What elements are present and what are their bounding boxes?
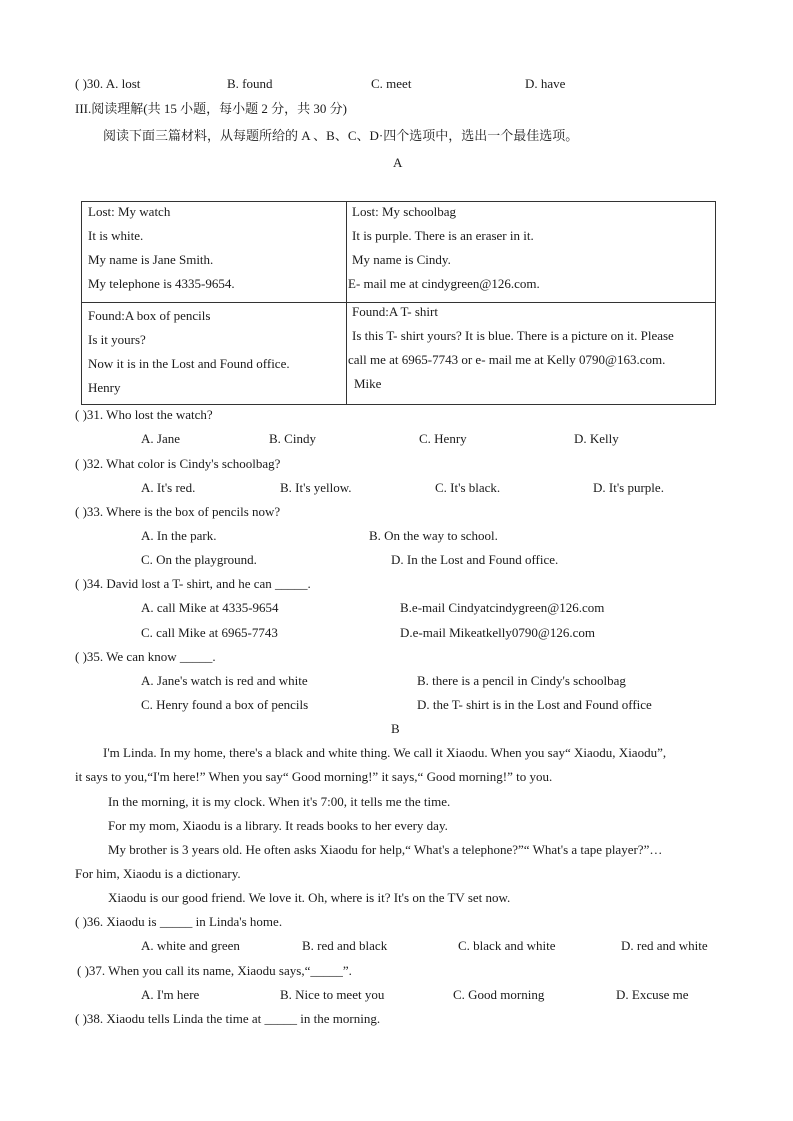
q33-stem: ( )33. Where is the box of pencils now? xyxy=(75,504,281,519)
q31-option-c: C. Henry xyxy=(419,431,467,446)
cell2-line1: Lost: My schoolbag xyxy=(352,204,456,219)
cell4-line1: Found:A T- shirt xyxy=(352,304,438,319)
cell3-line4: Henry xyxy=(88,380,121,395)
q35-option-d: D. the T- shirt is in the Lost and Found office xyxy=(417,697,652,712)
section-title: III.阅读理解(共 15 小题，每小题 2 分，共 30 分) xyxy=(75,101,347,116)
cell4-line2: Is this T- shirt yours? It is blue. There is a picture on it. Please xyxy=(352,328,674,343)
q34-option-a: A. call Mike at 4335-9654 xyxy=(141,600,279,615)
q36-option-c: C. black and white xyxy=(458,938,556,953)
q37-option-a: A. I'm here xyxy=(141,987,200,1002)
q33-option-d: D. In the Lost and Found office. xyxy=(391,552,559,567)
cell1-line1: Lost: My watch xyxy=(88,204,171,219)
q34-option-b: B.e-mail Cindyatcindygreen@126.com xyxy=(400,600,605,615)
cell4-line4: Mike xyxy=(354,376,382,391)
q33-option-a: A. In the park. xyxy=(141,528,217,543)
q36-option-d: D. red and white xyxy=(621,938,708,953)
lost-found-table xyxy=(81,201,716,405)
table-divider-horizontal xyxy=(82,302,715,303)
q30-option-b: B. found xyxy=(227,76,273,91)
q36-option-a: A. white and green xyxy=(141,938,240,953)
q37-option-c: C. Good morning xyxy=(453,987,545,1002)
q31-stem: ( )31. Who lost the watch? xyxy=(75,407,213,422)
q32-option-d: D. It's purple. xyxy=(593,480,664,495)
passage-b-p5: Xiaodu is our good friend. We love it. Oh, where is it? It's on the TV set now. xyxy=(108,890,511,905)
cell1-line3: My name is Jane Smith. xyxy=(88,252,214,267)
q30-stem: ( )30. A. lost xyxy=(75,76,141,91)
cell3-line2: Is it yours? xyxy=(88,332,146,347)
q37-option-d: D. Excuse me xyxy=(616,987,689,1002)
passage-b-p1a: I'm Linda. In my home, there's a black and white thing. We call it Xiaodu. When you say“ Xiaodu, Xiaodu”, xyxy=(103,745,667,760)
passage-b-p1b: it says to you,“I'm here!” When you say“ Good morning!” it says,“ Good morning!” to you. xyxy=(75,769,553,784)
q35-stem: ( )35. We can know _____. xyxy=(75,649,216,664)
q33-option-c: C. On the playground. xyxy=(141,552,257,567)
q36-stem: ( )36. Xiaodu is _____ in Linda's home. xyxy=(75,914,283,929)
passage-b-p3: For my mom, Xiaodu is a library. It reads books to her every day. xyxy=(108,818,448,833)
cell2-line4: E- mail me at cindygreen@126.com. xyxy=(348,276,540,291)
passage-b-p4b: For him, Xiaodu is a dictionary. xyxy=(75,866,241,881)
cell3-line3: Now it is in the Lost and Found office. xyxy=(88,356,290,371)
q34-option-c: C. call Mike at 6965-7743 xyxy=(141,625,278,640)
q35-option-c: C. Henry found a box of pencils xyxy=(141,697,309,712)
q37-stem: ( )37. When you call its name, Xiaodu says,“_____”. xyxy=(77,963,352,978)
q30-option-d: D. have xyxy=(525,76,566,91)
q32-option-b: B. It's yellow. xyxy=(280,480,352,495)
table-divider-vertical xyxy=(346,202,347,404)
q32-option-c: C. It's black. xyxy=(435,480,501,495)
cell2-line3: My name is Cindy. xyxy=(352,252,451,267)
q31-option-b: B. Cindy xyxy=(269,431,316,446)
q35-option-b: B. there is a pencil in Cindy's schoolbag xyxy=(417,673,626,688)
q36-option-b: B. red and black xyxy=(302,938,388,953)
q38-stem: ( )38. Xiaodu tells Linda the time at _____ in the morning. xyxy=(75,1011,381,1026)
cell1-line2: It is white. xyxy=(88,228,144,243)
q31-option-d: D. Kelly xyxy=(574,431,619,446)
q34-stem: ( )34. David lost a T- shirt, and he can _____. xyxy=(75,576,311,591)
cell2-line2: It is purple. There is an eraser in it. xyxy=(352,228,534,243)
q35-option-a: A. Jane's watch is red and white xyxy=(141,673,308,688)
section-instruction: 阅读下面三篇材料，从每题所给的 A 、B、C、D·四个选项中，选出一个最佳选项。 xyxy=(103,128,579,143)
passage-b-label: B xyxy=(391,721,400,736)
cell3-line1: Found:A box of pencils xyxy=(88,308,211,323)
passage-b-p4a: My brother is 3 years old. He often asks Xiaodu for help,“ What's a telephone?”“ What's a tape player?”… xyxy=(108,842,663,857)
cell4-line3: call me at 6965-7743 or e- mail me at Kelly 0790@163.com. xyxy=(348,352,666,367)
q32-option-a: A. It's red. xyxy=(141,480,196,495)
cell1-line4: My telephone is 4335-9654. xyxy=(88,276,235,291)
q31-option-a: A. Jane xyxy=(141,431,180,446)
q30-option-c: C. meet xyxy=(371,76,412,91)
passage-a-label: A xyxy=(393,155,403,170)
q37-option-b: B. Nice to meet you xyxy=(280,987,385,1002)
q32-stem: ( )32. What color is Cindy's schoolbag? xyxy=(75,456,281,471)
passage-b-p2: In the morning, it is my clock. When it's 7:00, it tells me the time. xyxy=(108,794,451,809)
q34-option-d: D.e-mail Mikeatkelly0790@126.com xyxy=(400,625,596,640)
q33-option-b: B. On the way to school. xyxy=(369,528,498,543)
